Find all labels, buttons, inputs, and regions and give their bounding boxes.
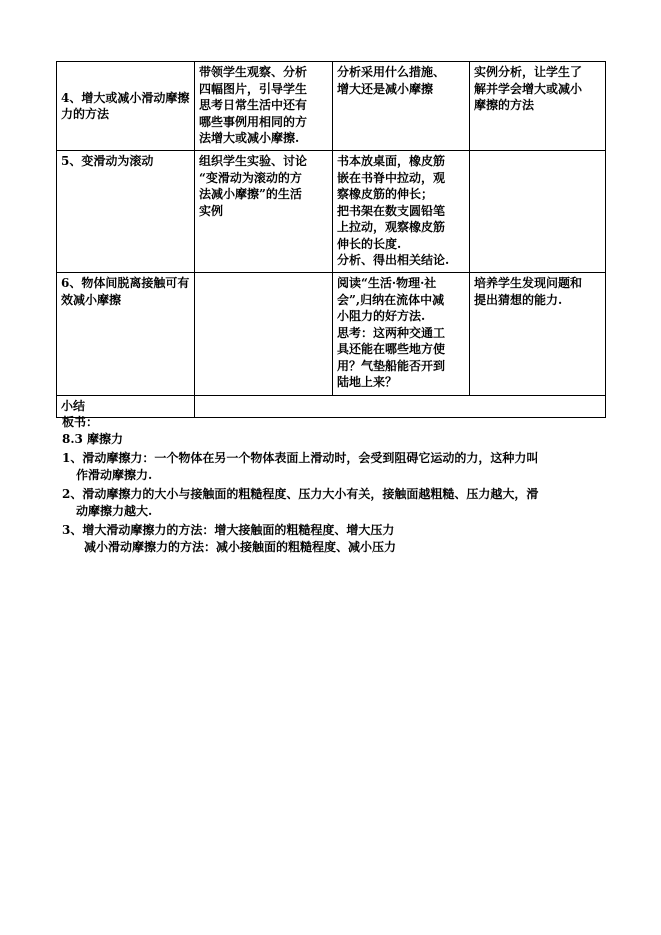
cell-line: 思考：这两种交通工 <box>337 325 446 340</box>
cell-line: 上拉动，观察橡皮筋 <box>337 220 446 234</box>
cell-line: “变滑动为滚动的方 <box>199 170 302 185</box>
board-item-continuation: 动摩擦力越大. <box>76 504 153 518</box>
topic-text: 4、增大或减小滑动摩擦力的方法 <box>61 90 190 121</box>
board-item-continuation: 作滑动摩擦力. <box>76 468 153 482</box>
cell-line: 带领学生观察、分析 <box>199 65 308 79</box>
lesson-plan-table <box>56 61 606 418</box>
cell-line: 法增大或减小摩擦. <box>199 131 300 145</box>
student-activity-cell <box>333 62 470 151</box>
student-activity-cell <box>333 151 470 273</box>
topic-cell <box>57 62 195 151</box>
table-row <box>57 273 606 396</box>
cell-line: 阅读“生活·物理·社 <box>337 276 437 290</box>
teacher-activity-cell <box>195 151 333 273</box>
board-title: 8.3 摩擦力 <box>62 432 124 446</box>
cell-line: 组织学生实验、讨论 <box>199 154 308 168</box>
cell-line: 增大还是减小摩擦 <box>337 81 434 96</box>
cell-line: 分析采用什么措施、 <box>337 65 446 79</box>
cell-line: 实例 <box>199 203 224 218</box>
table-row <box>57 62 606 151</box>
cell-line: 培养学生发现问题和 <box>474 276 583 290</box>
design-intent-cell <box>470 273 606 396</box>
cell-line: 把书架在数支圆铅笔 <box>337 203 446 218</box>
table-row <box>57 151 606 273</box>
board-item-line: 2、滑动摩擦力的大小与接触面的粗糙程度、压力大小有关，接触面越粗糙、压力越大，滑 <box>62 487 539 501</box>
board-heading: 板书： <box>62 415 99 429</box>
cell-line: 分析、得出相关结论. <box>337 253 450 267</box>
student-activity-cell <box>333 273 470 396</box>
cell-line: 伸长的长度. <box>337 236 402 251</box>
cell-line: 书本放桌面，橡皮筋 <box>337 154 446 168</box>
summary-label: 小结 <box>61 399 86 413</box>
cell-line: 会”,归纳在流体中减 <box>337 292 445 307</box>
blackboard-notes <box>62 414 607 556</box>
design-intent-cell <box>470 62 606 151</box>
topic-text: 6、物体间脱离接触可有效减小摩擦 <box>61 276 190 307</box>
cell-line: 解并学会增大或减小 <box>474 81 583 96</box>
cell-line: 实例分析，让学生了 <box>474 65 583 79</box>
cell-line: 提出猜想的能力. <box>474 292 563 307</box>
cell-line: 陆地上来？ <box>337 375 398 389</box>
teacher-activity-cell <box>195 62 333 151</box>
cell-line: 嵌在书脊中拉动，观 <box>337 170 446 185</box>
topic-text: 5、变滑动为滚动 <box>61 154 154 168</box>
board-item-continuation: 减小滑动摩擦力的方法：减小接触面的粗糙程度、减小压力 <box>84 540 397 554</box>
cell-line: 小阻力的好方法. <box>337 309 426 323</box>
cell-line: 哪些事例用相同的方 <box>199 114 308 129</box>
cell-line: 法减小摩擦”的生活 <box>199 187 302 201</box>
cell-line: 思考日常生活中还有 <box>199 98 308 112</box>
cell-line: 察橡皮筋的伸长； <box>337 187 434 201</box>
topic-cell <box>57 151 195 273</box>
topic-cell <box>57 273 195 396</box>
cell-line: 具还能在哪些地方使 <box>337 342 446 356</box>
design-intent-cell <box>470 151 606 273</box>
cell-line: 四幅图片，引导学生 <box>199 81 308 96</box>
cell-line: 用？气垫船能否开到 <box>337 358 446 373</box>
board-item-line: 1、滑动摩擦力：一个物体在另一个物体表面上滑动时，会受到阻碍它运动的力，这种力叫 <box>62 451 539 465</box>
board-item-line: 3、增大滑动摩擦力的方法：增大接触面的粗糙程度、增大压力 <box>62 523 395 537</box>
teacher-activity-cell <box>195 273 333 396</box>
cell-line: 摩擦的方法 <box>474 98 535 112</box>
